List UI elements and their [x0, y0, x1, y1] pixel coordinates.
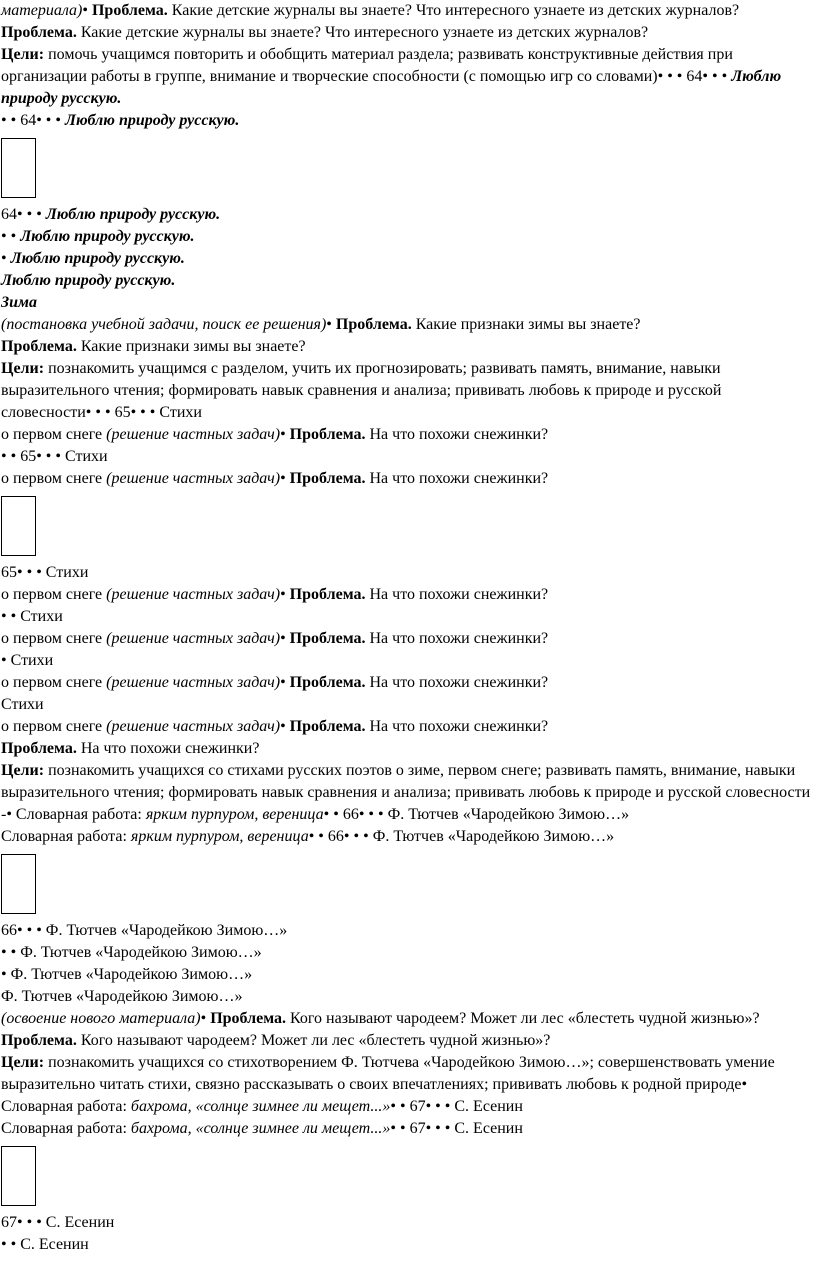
text-line [1, 942, 812, 964]
text-line [1, 1118, 812, 1140]
text-segment: Проблема. [91, 2, 168, 19]
text-line [1, 248, 812, 270]
text-segment: • • 67• • • С. Есенин [390, 1098, 523, 1115]
text-segment: Люблю природу русскую. [1, 272, 176, 289]
text-segment: (решение частных задач) [106, 426, 281, 443]
text-line [1, 1212, 812, 1234]
text-segment: • [280, 674, 290, 691]
text-segment: • [1, 250, 11, 267]
text-segment: • • С. Есенин [1, 1236, 89, 1253]
text-segment: о первом снеге [1, 674, 107, 691]
text-line [1, 22, 812, 44]
text-line [1, 650, 812, 672]
text-segment: Проблема. [289, 426, 366, 443]
text-segment: На что похожи снежинки? [365, 426, 549, 443]
text-segment: (решение частных задач) [106, 630, 281, 647]
text-segment: (решение частных задач) [106, 470, 281, 487]
text-segment: На что похожи снежинки? [365, 674, 549, 691]
text-segment: Люблю природу русскую. [45, 206, 221, 223]
text-segment: • [280, 630, 290, 647]
text-segment: На что похожи снежинки? [365, 630, 549, 647]
text-segment: Проблема. [1, 1032, 77, 1049]
text-segment: о первом снеге [1, 426, 107, 443]
text-line [1, 358, 812, 424]
text-line [1, 826, 812, 848]
text-segment: Люблю природу русскую. [1, 68, 782, 107]
text-segment: Люблю природу русскую. [65, 112, 240, 129]
text-segment: о первом снеге [1, 586, 107, 603]
text-segment: Проблема. [289, 586, 366, 603]
text-segment: (решение частных задач) [106, 674, 281, 691]
text-segment: • Стихи [1, 652, 54, 669]
text-segment: Кого называют чародеем? Может ли лес «блестеть чудной жизнью»? [76, 1032, 551, 1049]
text-segment: Люблю природу русскую. [10, 250, 185, 267]
text-segment: Какие детские журналы вы знаете? Что интересного узнаете из детских журналов? [76, 24, 649, 41]
text-segment: (решение частных задач) [106, 718, 281, 735]
text-segment: Цели: [1, 46, 45, 63]
text-segment: ярким пурпуром, вереница [130, 828, 309, 845]
text-line [1, 738, 812, 760]
text-segment: Проблема. [1, 338, 77, 355]
text-line [1, 468, 812, 490]
text-segment: Проблема. [1, 24, 77, 41]
text-segment: Люблю природу русскую. [20, 228, 195, 245]
text-line [1, 986, 812, 1008]
text-segment: Словарная работа: [1, 828, 131, 845]
text-segment: (постановка учебной задачи, поиск ее решения) [1, 316, 327, 333]
text-line [1, 270, 812, 292]
text-segment: • • 67• • • С. Есенин [390, 1120, 523, 1137]
text-segment: 64• • • [1, 206, 46, 223]
text-segment: Зима [1, 294, 37, 311]
text-segment: Проблема. [289, 674, 366, 691]
text-segment: Какие признаки зимы вы знаете? [76, 338, 306, 355]
text-segment: о первом снеге [1, 718, 107, 735]
text-segment: Проблема. [289, 630, 366, 647]
text-segment: Проблема. [210, 1010, 287, 1027]
text-segment: Цели: [1, 1054, 45, 1071]
text-line [1, 1052, 812, 1118]
text-line [1, 964, 812, 986]
text-segment: Стихи [1, 696, 44, 713]
text-line [1, 628, 812, 650]
text-line [1, 424, 812, 446]
text-line [1, 110, 812, 132]
text-segment: познакомить учащихся со стихотворением Ф. Тютчева «Чародейкою Зимою…»; совершенствовать умение выразительно читать стихи, связно рассказывать о своих впечатлениях; прививать любовь к родной природе• Словарная работа: [1, 1054, 775, 1115]
text-line [1, 1234, 812, 1256]
text-line [1, 44, 812, 110]
text-segment: помочь учащимся повторить и обобщить материал раздела; развивать конструктивные действия при организации работы в группе, внимание и творческие способности (с помощью игр со словами)• • • 64• • • [1, 46, 733, 85]
text-line [1, 292, 812, 314]
text-line [1, 314, 812, 336]
text-line [1, 204, 812, 226]
text-segment: На что похожи снежинки? [76, 740, 260, 757]
text-line [1, 694, 812, 716]
text-segment: • [280, 718, 290, 735]
text-line [1, 672, 812, 694]
text-segment: Кого называют чародеем? Может ли лес «блестеть чудной жизнью»? [286, 1010, 760, 1027]
empty-frame-box [1, 1146, 36, 1206]
text-segment: • • [1, 228, 21, 245]
text-segment: 67• • • С. Есенин [1, 1214, 115, 1231]
text-segment: На что похожи снежинки? [365, 470, 549, 487]
text-line [1, 562, 812, 584]
text-line [1, 606, 812, 628]
text-segment: Проблема. [1, 740, 77, 757]
text-segment: 65• • • Стихи [1, 564, 89, 581]
text-segment: • Ф. Тютчев «Чародейкою Зимою…» [1, 966, 253, 983]
empty-frame-box [1, 138, 36, 198]
text-segment: • • 66• • • Ф. Тютчев «Чародейкою Зимою…» [308, 828, 615, 845]
text-line [1, 584, 812, 606]
text-segment: • [280, 586, 290, 603]
text-segment: бахрома, «солнце зимнее ли мещет...» [130, 1098, 391, 1115]
text-segment: (освоение нового материала) [1, 1010, 201, 1027]
text-segment: Словарная работа: [1, 1120, 131, 1137]
text-segment: • [200, 1010, 211, 1027]
text-segment: (решение частных задач) [106, 586, 281, 603]
text-line [1, 760, 812, 826]
text-segment: • [326, 316, 336, 333]
text-segment: Какие детские журналы вы знаете? Что интересного узнаете из детских журналов? [167, 2, 740, 19]
text-segment: • • 66• • • Ф. Тютчев «Чародейкою Зимою…» [323, 806, 630, 823]
text-segment: Цели: [1, 762, 45, 779]
text-segment: На что похожи снежинки? [365, 586, 549, 603]
text-segment: • • Ф. Тютчев «Чародейкою Зимою…» [1, 944, 262, 961]
text-line [1, 920, 812, 942]
text-segment: Проблема. [289, 470, 366, 487]
text-segment: • • 64• • • [1, 112, 66, 129]
text-segment: бахрома, «солнце зимнее ли мещет...» [130, 1120, 391, 1137]
text-segment: познакомить учащимся с разделом, учить их прогнозировать; развивать память, внимание, навыки выразительного чтения; формировать навык сравнения и анализа; прививать любовь к природе и русской словесности• • • 65• • • Стихи [1, 360, 722, 421]
empty-frame-box [1, 496, 36, 556]
text-segment: Цели: [1, 360, 45, 377]
text-line [1, 0, 812, 22]
text-segment: • [82, 2, 92, 19]
text-segment: • • Стихи [1, 608, 63, 625]
text-segment: ярким пурпуром, вереница [145, 806, 324, 823]
text-segment: материала) [1, 2, 83, 19]
text-line [1, 336, 812, 358]
empty-frame-box [1, 854, 36, 914]
text-line [1, 446, 812, 468]
text-segment: Проблема. [335, 316, 412, 333]
text-segment: На что похожи снежинки? [365, 718, 549, 735]
text-segment: Проблема. [289, 718, 366, 735]
text-line [1, 1030, 812, 1052]
text-segment: познакомить учащихся со стихами русских поэтов о зиме, первом снеге; развивать память, внимание, навыки выразительного чтения; формировать навык сравнения и анализа; прививать любовь к природе и русской словесности -• Словарная работа: [1, 762, 811, 823]
text-segment: • [280, 470, 290, 487]
text-segment: Какие признаки зимы вы знаете? [411, 316, 641, 333]
text-segment: • [280, 426, 290, 443]
text-segment: 66• • • Ф. Тютчев «Чародейкою Зимою…» [1, 922, 288, 939]
text-segment: о первом снеге [1, 630, 107, 647]
text-segment: о первом снеге [1, 470, 107, 487]
text-line [1, 1008, 812, 1030]
text-segment: • • 65• • • Стихи [1, 448, 108, 465]
text-segment: Ф. Тютчев «Чародейкою Зимою…» [1, 988, 243, 1005]
text-line [1, 716, 812, 738]
text-line [1, 226, 812, 248]
